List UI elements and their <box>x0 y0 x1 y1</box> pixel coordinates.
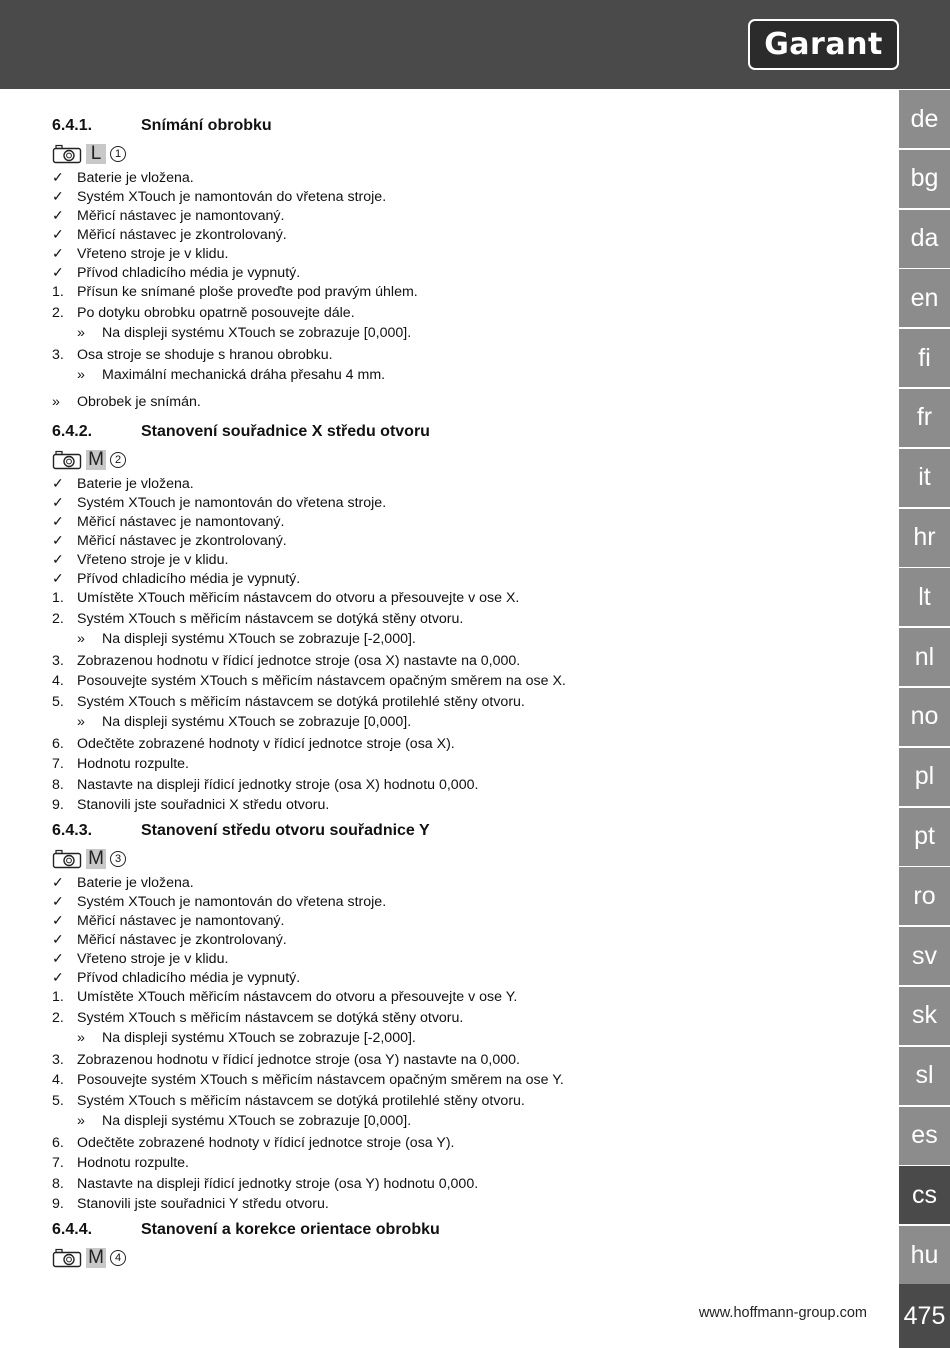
step-number: 5. <box>52 693 64 710</box>
step-item <box>52 754 892 775</box>
section-3 <box>52 820 892 1215</box>
precondition-text: Přívod chladicího média je vypnutý. <box>77 264 301 281</box>
step-item <box>52 1194 892 1215</box>
step-item <box>52 1133 892 1154</box>
step-item <box>52 345 892 366</box>
section-heading: Stanovení středu otvoru souřadnice Y <box>141 822 430 839</box>
precondition-item <box>52 531 892 550</box>
precondition-item <box>52 206 892 225</box>
check-icon: ✓ <box>52 950 64 967</box>
check-icon: ✓ <box>52 264 64 281</box>
arrow-icon: » <box>77 630 85 647</box>
step-result <box>52 365 892 385</box>
step-text: Umístěte XTouch měřicím nástavcem do otvoru a přesouvejte v ose X. <box>77 590 520 607</box>
precondition-item <box>52 949 892 968</box>
step-item <box>52 1008 892 1029</box>
step-item <box>52 609 892 630</box>
step-text: Přísun ke snímané ploše proveďte pod pravým úhlem. <box>77 284 418 301</box>
step-result-text: Na displeji systému XTouch se zobrazuje [-2,000]. <box>102 630 416 647</box>
precondition-item <box>52 968 892 987</box>
precondition-item <box>52 873 892 892</box>
mode-badge: L <box>86 144 106 164</box>
check-icon: ✓ <box>52 188 64 205</box>
step-result-text: Na displeji systému XTouch se zobrazuje [0,000]. <box>102 713 412 730</box>
step-text: Hodnotu rozpulte. <box>77 756 189 773</box>
step-number: 3. <box>52 346 64 363</box>
check-icon: ✓ <box>52 912 64 929</box>
step-item <box>52 987 892 1008</box>
step-number: 1. <box>52 989 64 1006</box>
lang-tab-nl[interactable]: nl <box>899 628 950 686</box>
step-result <box>52 1111 892 1131</box>
section-title <box>52 1219 892 1241</box>
check-icon: ✓ <box>52 207 64 224</box>
precondition-text: Systém XTouch je namontován do vřetena stroje. <box>77 893 387 910</box>
precondition-item <box>52 930 892 949</box>
check-icon: ✓ <box>52 494 64 511</box>
step-text: Umístěte XTouch měřicím nástavcem do otvoru a přesouvejte v ose Y. <box>77 989 518 1006</box>
step-text: Zobrazenou hodnotu v řídicí jednotce stroje (osa X) nastavte na 0,000. <box>77 652 521 669</box>
circled-number: 4 <box>110 1250 126 1266</box>
precondition-item <box>52 187 892 206</box>
step-result <box>52 1028 892 1048</box>
step-item <box>52 1174 892 1195</box>
precondition-item <box>52 892 892 911</box>
step-number: 8. <box>52 1175 64 1192</box>
precondition-item <box>52 550 892 569</box>
mode-icons <box>52 142 892 166</box>
step-text: Nastavte na displeji řídicí jednotky stroje (osa Y) hodnotu 0,000. <box>77 1175 479 1192</box>
step-number: 2. <box>52 1009 64 1026</box>
section-number: 6.4.2. <box>52 423 93 440</box>
section-result-text: Obrobek je snímán. <box>77 394 201 410</box>
step-item <box>52 1153 892 1174</box>
step-item <box>52 588 892 609</box>
lang-tab-en[interactable]: en <box>899 269 950 327</box>
precondition-text: Baterie je vložena. <box>77 169 194 186</box>
lang-tab-sl[interactable]: sl <box>899 1047 950 1105</box>
lang-tab-it[interactable]: it <box>899 449 950 507</box>
garant-logo: Garant <box>748 19 899 70</box>
lang-tab-sk[interactable]: sk <box>899 987 950 1045</box>
step-number: 2. <box>52 304 64 321</box>
mode-badge: M <box>86 1248 106 1268</box>
precondition-text: Měřicí nástavec je zkontrolovaný. <box>77 532 287 549</box>
step-number: 6. <box>52 1134 64 1151</box>
step-number: 3. <box>52 1051 64 1068</box>
lang-tab-hu[interactable]: hu <box>899 1226 950 1284</box>
precondition-text: Vřeteno stroje je v klidu. <box>77 245 229 262</box>
arrow-icon: » <box>77 713 85 730</box>
check-icon: ✓ <box>52 551 64 568</box>
mode-badge: M <box>86 450 106 470</box>
mode-badge: M <box>86 849 106 869</box>
check-icon: ✓ <box>52 969 64 986</box>
camera-icon <box>52 849 82 869</box>
precondition-item <box>52 168 892 187</box>
step-item <box>52 1091 892 1112</box>
precondition-item <box>52 263 892 282</box>
precondition-text: Baterie je vložena. <box>77 874 194 891</box>
lang-tab-hr[interactable]: hr <box>899 509 950 567</box>
precondition-item <box>52 225 892 244</box>
section-4 <box>52 1219 892 1272</box>
step-number: 3. <box>52 652 64 669</box>
mode-icons <box>52 1246 892 1270</box>
arrow-icon: » <box>77 366 85 383</box>
footer-url[interactable]: www.hoffmann-group.com <box>698 1305 867 1321</box>
mode-icons <box>52 448 892 472</box>
check-icon: ✓ <box>52 893 64 910</box>
step-number: 7. <box>52 756 64 773</box>
step-text: Posouvejte systém XTouch s měřicím nástavcem opačným směrem na ose X. <box>77 673 566 690</box>
step-text: Systém XTouch s měřicím nástavcem se dotýká stěny otvoru. <box>77 1009 464 1026</box>
precondition-item <box>52 493 892 512</box>
check-icon: ✓ <box>52 513 64 530</box>
check-icon: ✓ <box>52 931 64 948</box>
precondition-text: Vřeteno stroje je v klidu. <box>77 950 229 967</box>
step-result-text: Maximální mechanická dráha přesahu 4 mm. <box>102 366 386 383</box>
lang-tab-fi[interactable]: fi <box>899 329 950 387</box>
section-2 <box>52 421 892 816</box>
step-text: Stanovili jste souřadnici Y středu otvoru. <box>77 1196 329 1213</box>
step-text: Osa stroje se shoduje s hranou obrobku. <box>77 346 333 363</box>
check-icon: ✓ <box>52 874 64 891</box>
lang-tab-no[interactable]: no <box>899 688 950 746</box>
step-text: Hodnotu rozpulte. <box>77 1155 189 1172</box>
precondition-text: Měřicí nástavec je namontovaný. <box>77 912 285 929</box>
precondition-item <box>52 911 892 930</box>
precondition-text: Vřeteno stroje je v klidu. <box>77 551 229 568</box>
step-item <box>52 303 892 324</box>
precondition-text: Měřicí nástavec je zkontrolovaný. <box>77 226 287 243</box>
step-result <box>52 629 892 649</box>
page-header <box>0 0 950 89</box>
arrow-icon: » <box>52 394 60 410</box>
section-number: 6.4.3. <box>52 822 93 839</box>
page-number: 475 <box>899 1284 950 1348</box>
lang-tab-bg[interactable]: bg <box>899 150 950 208</box>
step-number: 5. <box>52 1092 64 1109</box>
precondition-item <box>52 569 892 588</box>
step-number: 8. <box>52 776 64 793</box>
step-item <box>52 671 892 692</box>
language-tabs <box>899 90 950 1286</box>
step-item <box>52 1050 892 1071</box>
circled-number: 1 <box>110 146 126 162</box>
step-result <box>52 323 892 343</box>
precondition-item <box>52 512 892 531</box>
step-text: Posouvejte systém XTouch s měřicím nástavcem opačným směrem na ose Y. <box>77 1072 564 1089</box>
lang-tab-cs[interactable]: cs <box>899 1166 950 1224</box>
step-number: 9. <box>52 1196 64 1213</box>
section-title <box>52 421 892 443</box>
precondition-text: Systém XTouch je namontován do vřetena stroje. <box>77 494 387 511</box>
step-text: Zobrazenou hodnotu v řídicí jednotce stroje (osa Y) nastavte na 0,000. <box>77 1051 520 1068</box>
step-number: 4. <box>52 1072 64 1089</box>
arrow-icon: » <box>77 1112 85 1129</box>
precondition-text: Přívod chladicího média je vypnutý. <box>77 570 301 587</box>
step-text: Nastavte na displeji řídicí jednotky stroje (osa X) hodnotu 0,000. <box>77 776 479 793</box>
step-number: 7. <box>52 1155 64 1172</box>
check-icon: ✓ <box>52 226 64 243</box>
section-heading: Snímání obrobku <box>141 117 272 134</box>
section-title <box>52 115 892 137</box>
camera-icon <box>52 144 82 164</box>
step-number: 9. <box>52 797 64 814</box>
arrow-icon: » <box>77 1029 85 1046</box>
lang-tab-pt[interactable]: pt <box>899 808 950 866</box>
section-title <box>52 820 892 842</box>
step-number: 1. <box>52 284 64 301</box>
section-number: 6.4.4. <box>52 1221 93 1238</box>
check-icon: ✓ <box>52 169 64 186</box>
lang-tab-sv[interactable]: sv <box>899 927 950 985</box>
precondition-text: Baterie je vložena. <box>77 475 194 492</box>
step-item <box>52 795 892 816</box>
lang-tab-es[interactable]: es <box>899 1107 950 1165</box>
precondition-item <box>52 244 892 263</box>
section-heading: Stanovení a korekce orientace obrobku <box>141 1221 440 1238</box>
check-icon: ✓ <box>52 570 64 587</box>
camera-icon <box>52 450 82 470</box>
lang-tab-pl[interactable]: pl <box>899 748 950 806</box>
step-item <box>52 775 892 796</box>
circled-number: 3 <box>110 851 126 867</box>
step-number: 2. <box>52 610 64 627</box>
step-item <box>52 692 892 713</box>
precondition-text: Přívod chladicího média je vypnutý. <box>77 969 301 986</box>
circled-number: 2 <box>110 452 126 468</box>
check-icon: ✓ <box>52 475 64 492</box>
step-number: 6. <box>52 735 64 752</box>
lang-tab-fr[interactable]: fr <box>899 389 950 447</box>
arrow-icon: » <box>77 324 85 341</box>
mode-icons <box>52 847 892 871</box>
lang-tab-lt[interactable]: lt <box>899 568 950 626</box>
step-text: Stanovili jste souřadnici X středu otvoru. <box>77 797 330 814</box>
step-item <box>52 282 892 303</box>
step-result-text: Na displeji systému XTouch se zobrazuje [0,000]. <box>102 1112 412 1129</box>
precondition-text: Systém XTouch je namontován do vřetena stroje. <box>77 188 387 205</box>
step-text: Systém XTouch s měřicím nástavcem se dotýká protilehlé stěny otvoru. <box>77 1092 525 1109</box>
step-text: Po dotyku obrobku opatrně posouvejte dále. <box>77 304 355 321</box>
check-icon: ✓ <box>52 532 64 549</box>
step-result <box>52 712 892 732</box>
step-item <box>52 1070 892 1091</box>
lang-tab-ro[interactable]: ro <box>899 867 950 925</box>
step-number: 1. <box>52 590 64 607</box>
lang-tab-de[interactable]: de <box>899 90 950 148</box>
precondition-text: Měřicí nástavec je namontovaný. <box>77 207 285 224</box>
check-icon: ✓ <box>52 245 64 262</box>
precondition-item <box>52 474 892 493</box>
camera-icon <box>52 1248 82 1268</box>
section-result <box>52 392 892 413</box>
step-result-text: Na displeji systému XTouch se zobrazuje [-2,000]. <box>102 1029 416 1046</box>
step-text: Odečtěte zobrazené hodnoty v řídicí jednotce stroje (osa Y). <box>77 1134 455 1151</box>
step-item <box>52 734 892 755</box>
precondition-text: Měřicí nástavec je namontovaný. <box>77 513 285 530</box>
step-text: Systém XTouch s měřicím nástavcem se dotýká protilehlé stěny otvoru. <box>77 693 525 710</box>
lang-tab-da[interactable]: da <box>899 210 950 268</box>
step-text: Odečtěte zobrazené hodnoty v řídicí jednotce stroje (osa X). <box>77 735 455 752</box>
step-text: Systém XTouch s měřicím nástavcem se dotýká stěny otvoru. <box>77 610 464 627</box>
precondition-text: Měřicí nástavec je zkontrolovaný. <box>77 931 287 948</box>
section-heading: Stanovení souřadnice X středu otvoru <box>141 423 430 440</box>
section-1 <box>52 115 892 413</box>
step-result-text: Na displeji systému XTouch se zobrazuje [0,000]. <box>102 324 412 341</box>
step-item <box>52 651 892 672</box>
section-number: 6.4.1. <box>52 117 93 134</box>
step-number: 4. <box>52 673 64 690</box>
